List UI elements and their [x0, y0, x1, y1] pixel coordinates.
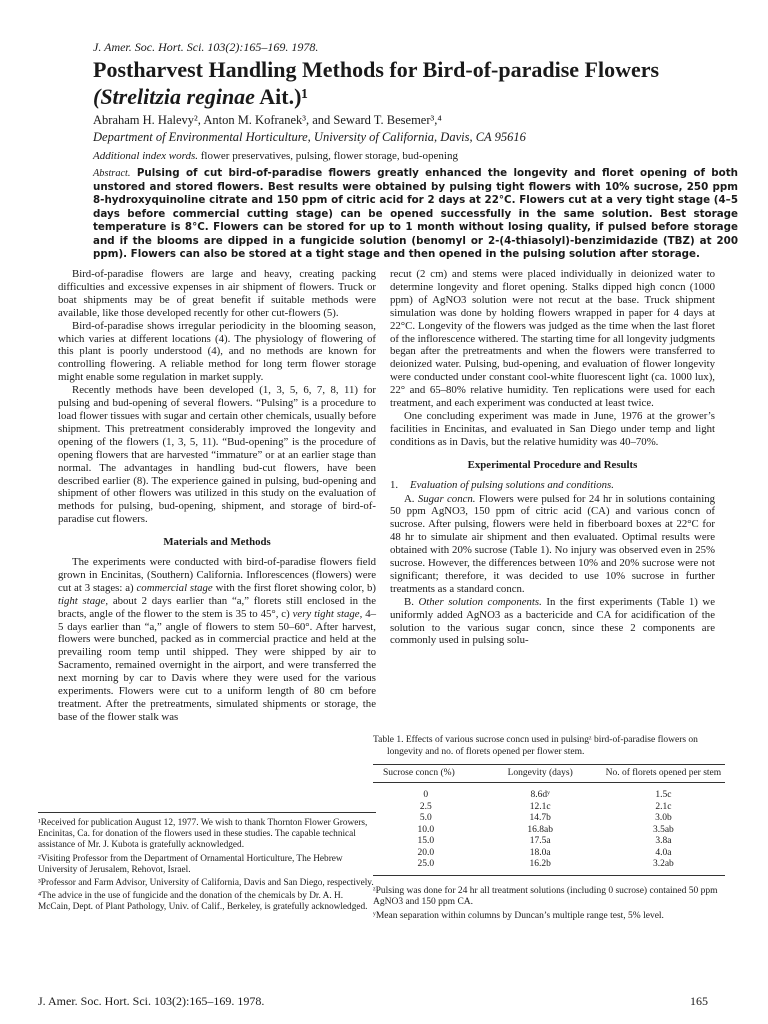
footnotes: [38, 812, 376, 916]
subsection-number: 1.: [390, 478, 399, 491]
text-sugar-concn: Flowers were pulsed for 24 hr in solutions containing 50 ppm AgNO3, 150 ppm of citric acid (CA) and various concn of sucrose. After pulsing, flowers were held in fiberboard boxes at 22°C for 48 hr to simulate air shipment and then evaluated. Optimal results were obtained with 20% sucrose (Table 1). No injury was observed even in 25% sucrose. However, the differences between 10% and 20% sucrose were not significant; therefore, it was decided to use 10% sucrose in further treatments as a standard concn.: [390, 492, 715, 595]
cell-sucrose: 15.0: [417, 836, 435, 846]
methods-text-d: 4–5 days earlier than “a,” angle of flowers to stem 50–60°. After harvest, flowers were bunched, packed as in commercial practice and held at the prevailing room temp until shipped. They were shipped by air to Sacramento, remained overnight in the airport, and were transferred the next morning by car to Davis where they were used for the various experiments. Flowers were cut to a uniform length of 80 cm before treatment. After the pretreatments, simulated shipments or storage, the base of the flower stalk was: [58, 607, 377, 723]
header-florets: No. of florets opened per stem: [602, 765, 725, 783]
lead-other-components: Other solution components.: [418, 595, 542, 608]
cell-sucrose: 2.5: [419, 801, 432, 812]
paragraph-sugar-concn: [390, 493, 715, 596]
cell-longevity: 8.6dʸ: [530, 790, 550, 800]
table-row: [373, 783, 725, 802]
cell-sucrose: 25.0: [373, 859, 479, 875]
stage-commercial: commercial stage: [136, 581, 213, 594]
index-words-text: flower preservatives, pulsing, flower storage, bud-opening: [200, 150, 458, 162]
paragraph-label-b: B.: [404, 595, 414, 608]
header-sucrose: Sucrose concn (%): [373, 765, 479, 783]
table-row: [373, 848, 725, 860]
intro-paragraph-2: Bird-of-paradise shows irregular periodicity in the blooming season, which varies at different locations (4). The physiology of flowering of this plant is poorly understood (4), and no methods are known for controlling flowering. A reliable method for long term flower storage might enable some regulation in market supply.: [58, 319, 376, 384]
data-table: [373, 764, 725, 876]
subsection-1-heading: [390, 479, 715, 492]
table-note-y: ʸMean separation within columns by Duncan’s multiple range test, 5% level.: [373, 910, 664, 921]
cell-longevity: 18.0a: [529, 847, 551, 858]
intro-paragraph-3: Recently methods have been developed (1, 3, 5, 6, 7, 8, 11) for pulsing and bud-opening of several flowers. “Pulsing” is a procedure to load flower tissues with sugar and certain other chemicals, usually before shipment. This pretreatment considerably improved the longevity and opening of the flowers (1, 3, 5, 11). “Bud-opening” is the procedure of opening flowers that are harvested “immature” or at an earlier stage than normal. The advantages in handling bud-cut flowers, have been described earlier (8). The experience gained in pulsing, bud-opening and shipment of other flowers was utilized in this study on the evaluation of methods for pulsing, bud-opening, shipment, and storage of bird-of-paradise cut flowers.: [58, 384, 376, 526]
cell-florets: 3.2ab: [602, 859, 725, 875]
index-words-label: Additional index words.: [93, 150, 199, 162]
table-row: [373, 836, 725, 848]
stage-tight: tight stage,: [58, 594, 109, 607]
table-row: [373, 813, 725, 825]
table-header-row: [373, 765, 725, 783]
table-row: [373, 859, 725, 875]
abstract: [93, 167, 738, 262]
paragraph-label-a: A.: [404, 492, 415, 505]
cell-florets: 4.0a: [655, 847, 672, 858]
methods-text-a: The experiments were conducted with bird-of-paradise flowers field grown in Encinitas, (Southern) California. Inflorescences (flowers) were cut at 3 stages: a): [58, 556, 376, 594]
methods-text-c: about 2 days earlier than “a,” florets still enclosed in the bracts, angle of the flower to the stem is 35 to 45°, c): [58, 594, 376, 620]
cell-florets: 3.8a: [655, 836, 672, 846]
cell-florets: 3.0b: [655, 813, 672, 823]
methods-paragraph: [58, 556, 376, 724]
right-paragraph-1: recut (2 cm) and stems were placed individually in deionized water to determine longevity and floret opening. Stalks dipped high concn (1000 ppm) of AgNO3 solution were not recut at the base. Truck shipment simulation was done by holding flowers wrapped in paper for 4 days at 22°C. Longevity of the flowers was judged as the time when the last floret of the inflorescence withered. The starting time for all longevity judgments began after the pretreatments and when the flowers were transferred to deionized water. Pulsing, bud-opening, and evaluation of flower longevity were conducted under constant cool-white fluorescent light (ca. 1000 lux), 22° and 65–80% relative humidity. Ten replications were used for each treatment, and each experiment was conducted at least twice.: [390, 268, 715, 410]
author-list: Abraham H. Halevy², Anton M. Kofranek³, and Seward T. Besemer³,⁴: [93, 113, 442, 127]
cell-longevity: 14.7b: [529, 813, 551, 823]
header-longevity: Longevity (days): [479, 765, 602, 783]
results-heading: Experimental Procedure and Results: [467, 458, 638, 471]
intro-paragraph-1: Bird-of-paradise flowers are large and heavy, creating packing difficulties and excessive expenses in air shipment of flowers. Truck or boat shipments may be of great benefit if suitable methods were available, like those developed recently for other cut-flowers (5).: [58, 268, 376, 319]
table-caption: [373, 735, 725, 758]
cell-longevity: 17.5a: [529, 836, 551, 846]
index-words: [93, 150, 458, 162]
table-row: [373, 802, 725, 814]
subsection-title: Evaluation of pulsing solutions and conditions.: [410, 478, 614, 491]
cell-longevity: 16.8ab: [527, 824, 553, 835]
page-number: 165: [690, 994, 708, 1008]
table-1: [373, 735, 725, 924]
cell-longevity: 16.2b: [479, 859, 602, 875]
title-tail: Ait.)¹: [259, 84, 308, 109]
footnote-3: ³Professor and Farm Advisor, University of California, Davis and San Diego, respectively.: [38, 878, 374, 889]
right-column: [390, 268, 715, 647]
article-title: [93, 56, 733, 110]
paragraph-other-components: [390, 596, 715, 648]
cell-sucrose: 20.0: [417, 847, 435, 858]
table-notes: [373, 886, 725, 923]
cell-sucrose: 5.0: [419, 813, 432, 823]
footnote-1: ¹Received for publication August 12, 1977. We wish to thank Thornton Flower Growers, Encinitas, Ca. for donation of the flowers used in these studies. The capable technical assistance of Mr. J. Kubota is gratefully acknowledged.: [38, 818, 368, 851]
abstract-label: Abstract.: [93, 168, 131, 179]
methods-text-b: with the first floret showing color, b): [215, 581, 377, 594]
table-caption-text: Table 1. Effects of various sucrose concn used in pulsingᶻ bird-of-paradise flowers on longevity and no. of florets opened per flower stem.: [373, 735, 698, 757]
cell-florets: 2.1c: [655, 801, 672, 812]
table-row: [373, 825, 725, 837]
cell-longevity: 12.1c: [529, 801, 551, 812]
footnote-2: ²Visiting Professor from the Department of Ornamental Horticulture, The Hebrew University of Jerusalem, Rehovot, Israel.: [38, 853, 343, 875]
cell-sucrose: 0: [423, 790, 429, 800]
stage-very-tight: very tight stage,: [292, 607, 363, 620]
title-main: Postharvest Handling Methods for Bird-of-paradise Flowers: [93, 57, 660, 82]
text-other-components: In the first experiments (Table 1) we uniformly added AgNO3 as a bactericide and CA for acidification of the solution to the various sugar concn, since these 2 components are commonly used in pulsing solu-: [390, 595, 715, 647]
abstract-text: Pulsing of cut bird-of-paradise flowers greatly enhanced the longevity and floret opening of both unstored and stored flowers. Best results were obtained by pulsing tight flowers with 10% sucrose, 250 ppm 8-hydroxyquinoline citrate and 150 ppm of citric acid for 2 days at 22°C. Flowers cut at a very tight stage (4–5 days before commercial cutting stage) can be opened successfully in the same solution. Best storage temperature is 8°C. Flowers can be stored for up to 1 month without losing quality, if pulsed before storage and if the blooms are dipped in a fungicide solution (benomyl or 2-(4-thiasolyl)-benzimidazide (TBZ) at 200 ppm). Flowers can also be stored at a tight stage and then opened in the pulsing solution after storage.: [93, 167, 738, 260]
title-scientific-name: (Strelitzia reginae: [93, 84, 255, 109]
cell-sucrose: 10.0: [417, 824, 435, 835]
right-paragraph-2: One concluding experiment was made in June, 1976 at the grower’s facilities in Encinitas, and evaluated in San Diego under temp and light conditions as in Davis, but the relative humidity was 40–70%.: [390, 409, 715, 448]
lead-sugar-concn: Sugar concn.: [417, 492, 476, 505]
left-column: [58, 268, 376, 724]
footer-citation: J. Amer. Soc. Hort. Sci. 103(2):165–169. 1978.: [38, 994, 265, 1008]
methods-heading: Materials and Methods: [163, 536, 271, 549]
affiliation: Department of Environmental Horticulture, University of California, Davis, CA 95616: [93, 130, 526, 144]
table-note-z: ᶻPulsing was done for 24 hr all treatment solutions (including 0 sucrose) contained 50 ppm AgNO3 and 150 ppm CA.: [373, 885, 718, 907]
journal-citation: J. Amer. Soc. Hort. Sci. 103(2):165–169. 1978.: [93, 40, 319, 54]
cell-florets: 1.5c: [655, 790, 672, 800]
cell-florets: 3.5ab: [652, 824, 674, 835]
footnote-4: ⁴The advice in the use of fungicide and the donation of the chemicals by Dr. A. H. McCain, Dept. of Plant Pathology, Univ. of Calif., Berkeley, is gratefully acknowledged.: [38, 891, 368, 913]
